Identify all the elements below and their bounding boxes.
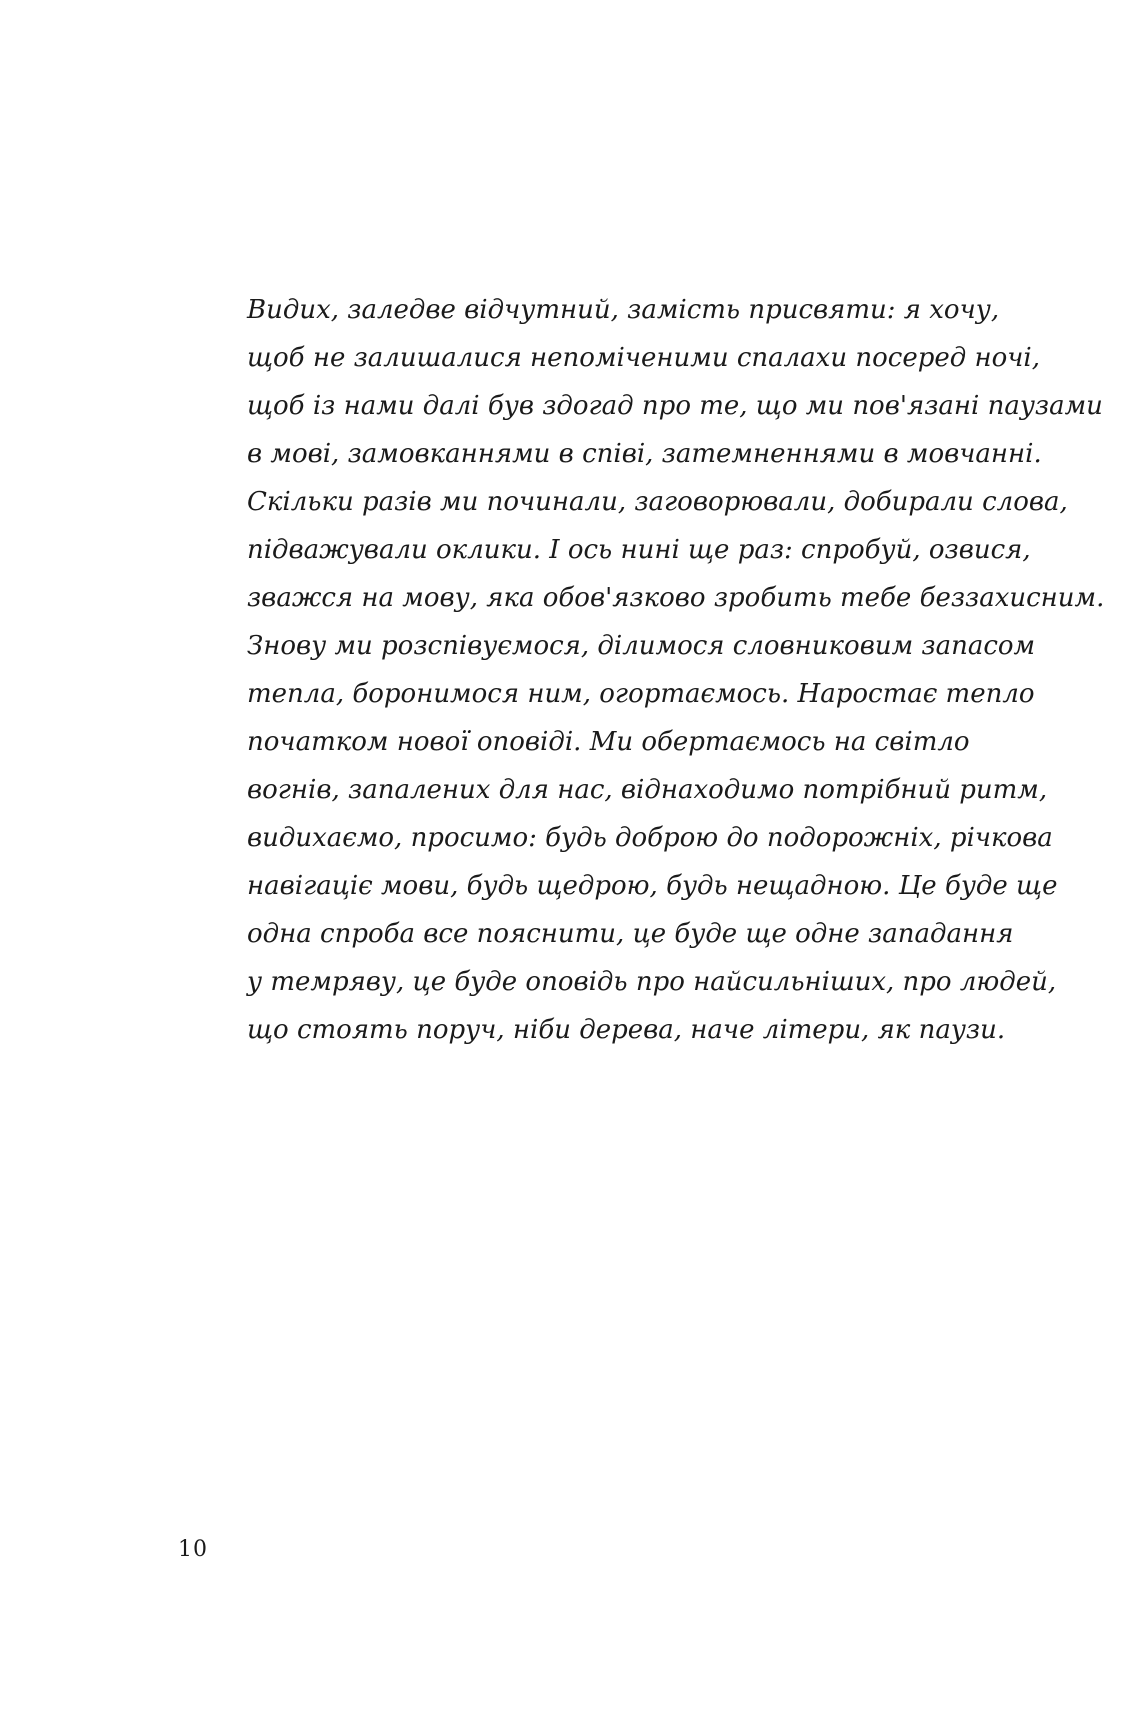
dedication-line: щоб не залишалися непоміченими спалахи посеред ночі, (247, 343, 1041, 373)
dedication-line: одна спроба все пояснити, це буде ще одне западання (247, 919, 1014, 949)
dedication-line: тепла, боронимося ним, огортаємось. Наростає тепло (247, 679, 1035, 709)
dedication-line: зважся на мову, яка обов'язково зробить тебе беззахисним. (247, 583, 1105, 613)
page-number: 10 (178, 1537, 208, 1562)
dedication-line: Скільки разів ми починали, заговорювали, добирали слова, (247, 487, 1068, 517)
dedication-line: Знову ми розспівуємося, ділимося словниковим запасом (247, 631, 1036, 661)
dedication-line: у темряву, це буде оповідь про найсильніших, про людей, (247, 967, 1057, 997)
dedication-line: підважували оклики. І ось нині ще раз: спробуй, озвися, (247, 535, 1031, 565)
dedication-paragraph (247, 286, 1105, 1054)
dedication-line: в мові, замовканнями в співі, затемненнями в мовчанні. (247, 439, 1042, 469)
dedication-line: початком нової оповіді. Ми обертаємось на світло (247, 727, 970, 757)
dedication-line: Видих, заледве відчутний, замість присвяти: я хочу, (247, 295, 1000, 325)
dedication-line: видихаємо, просимо: будь доброю до подорожніх, річкова (247, 823, 1053, 853)
dedication-line: навігаціє мови, будь щедрою, будь нещадною. Це буде ще (247, 871, 1058, 901)
dedication-line: що стоять поруч, ніби дерева, наче літери, як паузи. (247, 1015, 1006, 1045)
dedication-line: вогнів, запалених для нас, віднаходимо потрібний ритм, (247, 775, 1048, 805)
dedication-line: щоб із нами далі був здогад про те, що ми пов'язані паузами (247, 391, 1103, 421)
